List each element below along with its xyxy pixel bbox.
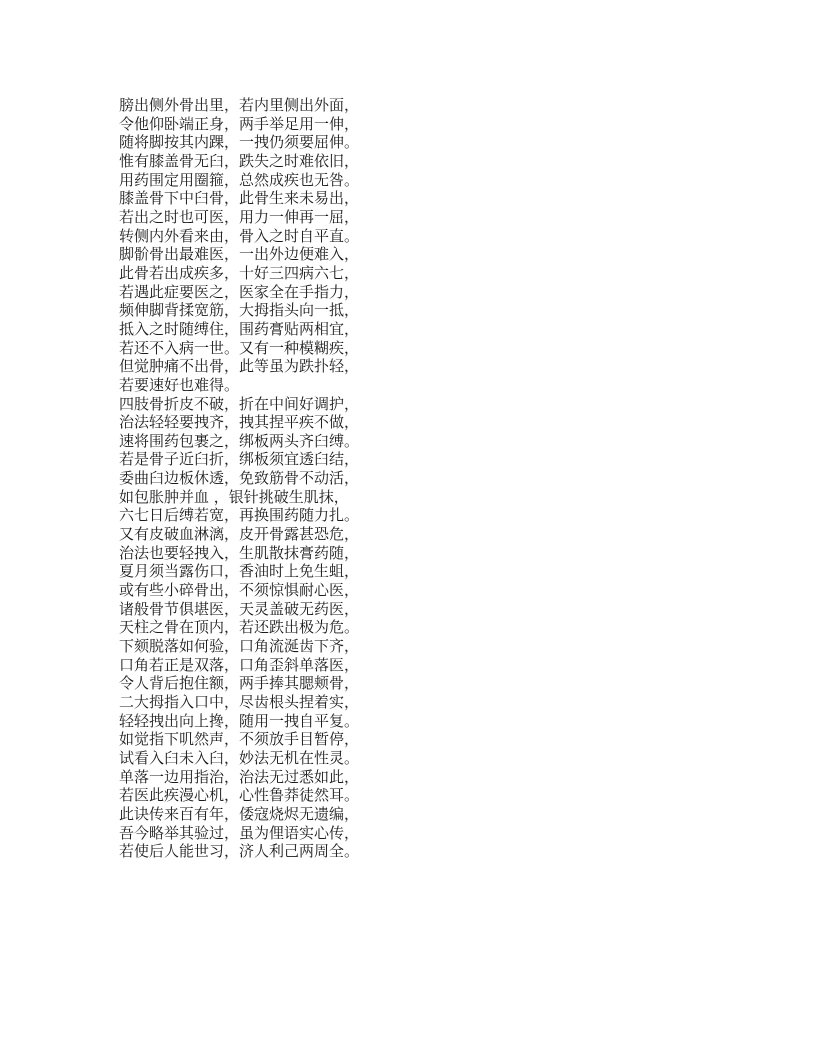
- text-line: 令他仰卧端正身，两手举足用一伸，: [119, 114, 360, 133]
- text-line: 又有皮破血淋漓，皮开骨露甚恐危，: [119, 525, 360, 544]
- text-line: 夏月须当露伤口，香油时上免生蛆，: [119, 562, 360, 581]
- text-line: 单落一边用指治，治法无过悉如此，: [119, 767, 360, 786]
- text-line: 如觉指下叽然声，不须放手目暂停，: [119, 730, 360, 749]
- text-line: 抵入之时随缚住，围药膏贴两相宜，: [119, 319, 360, 338]
- text-line: 频伸脚背揉宽筋，大拇指头向一抵，: [119, 301, 360, 320]
- text-line: 若出之时也可医，用力一伸再一屈，: [119, 207, 360, 226]
- text-line: 四肢骨折皮不破，折在中间好调护，: [119, 394, 360, 413]
- text-line: 天柱之骨在顶内，若还跌出极为危。: [119, 618, 360, 637]
- text-line: 转侧内外看来由，骨入之时自平直。: [119, 226, 360, 245]
- text-line: 二大拇指入口中，尽齿根头捏着实，: [119, 693, 360, 711]
- text-line: 用药围定用圈箍，总然成疾也无咎。: [119, 170, 360, 189]
- text-line: 口角若正是双落，口角歪斜单落医，: [119, 655, 360, 674]
- text-line: 若还不入病一世。又有一种模糊疾，: [119, 338, 360, 357]
- text-line: 若遇此症要医之，医家全在手指力，: [119, 282, 360, 301]
- text-line: 膀出侧外骨出里，若内里侧出外面，: [119, 96, 360, 114]
- text-line: 或有些小碎骨出，不须惊惧耐心医，: [119, 581, 360, 600]
- text-line: 六七日后缚若宽，再换围药随力扎。: [119, 506, 360, 525]
- text-line: 令人背后抱住额，两手捧其腮颊骨，: [119, 674, 360, 693]
- text-line: 如包胀肿并血 ，银针挑破生肌抹，: [119, 487, 349, 506]
- text-line: 若使后人能世习，济人利己两周全。: [119, 842, 360, 861]
- text-line: 但觉肿痛不出骨，此等虽为跌扑轻，: [119, 357, 360, 376]
- text-line: 惟有膝盖骨无臼，跌失之时难依旧，: [119, 151, 360, 170]
- text-line: 若要速好也难得。: [119, 375, 240, 394]
- text-line: 轻轻拽出向上搀，随用一拽自平复。: [119, 711, 360, 730]
- text-line: 委曲臼边板休透，免致筋骨不动活，: [119, 469, 360, 488]
- text-line: 脚骱骨出最难医，一出外边便难入，: [119, 245, 360, 264]
- text-line: 试看入臼未入臼，妙法无机在性灵。: [119, 748, 360, 767]
- text-line: 若是骨子近臼折，绑板须宜透臼结，: [119, 450, 360, 469]
- text-line: 此骨若出成疾多，十好三四病六七，: [119, 263, 360, 282]
- text-line: 若医此疾漫心机，心性鲁莽徒然耳。: [119, 786, 360, 805]
- text-line: 下颏脱落如何验，口角流涎齿下齐，: [119, 637, 360, 656]
- text-line: 吾今略举其验过，虽为俚语实心传，: [119, 823, 360, 842]
- text-line: 诸般骨节俱堪医，天灵盖破无药医，: [119, 599, 360, 618]
- text-line: 治法也要轻拽入，生肌散抹膏药随，: [119, 543, 360, 562]
- text-line: 此诀传来百有年，倭寇烧烬无遗编，: [119, 804, 360, 823]
- text-line: 膝盖骨下中臼骨，此骨生来未易出，: [119, 189, 360, 208]
- text-line: 随将脚按其内踝，一拽仍须要屈伸。: [119, 133, 360, 152]
- document-page: [119, 96, 359, 861]
- text-line: 速将围药包裹之，绑板两头齐臼缚。: [119, 431, 360, 450]
- text-line: 治法轻轻要拽齐，拽其捏平疾不做，: [119, 413, 360, 432]
